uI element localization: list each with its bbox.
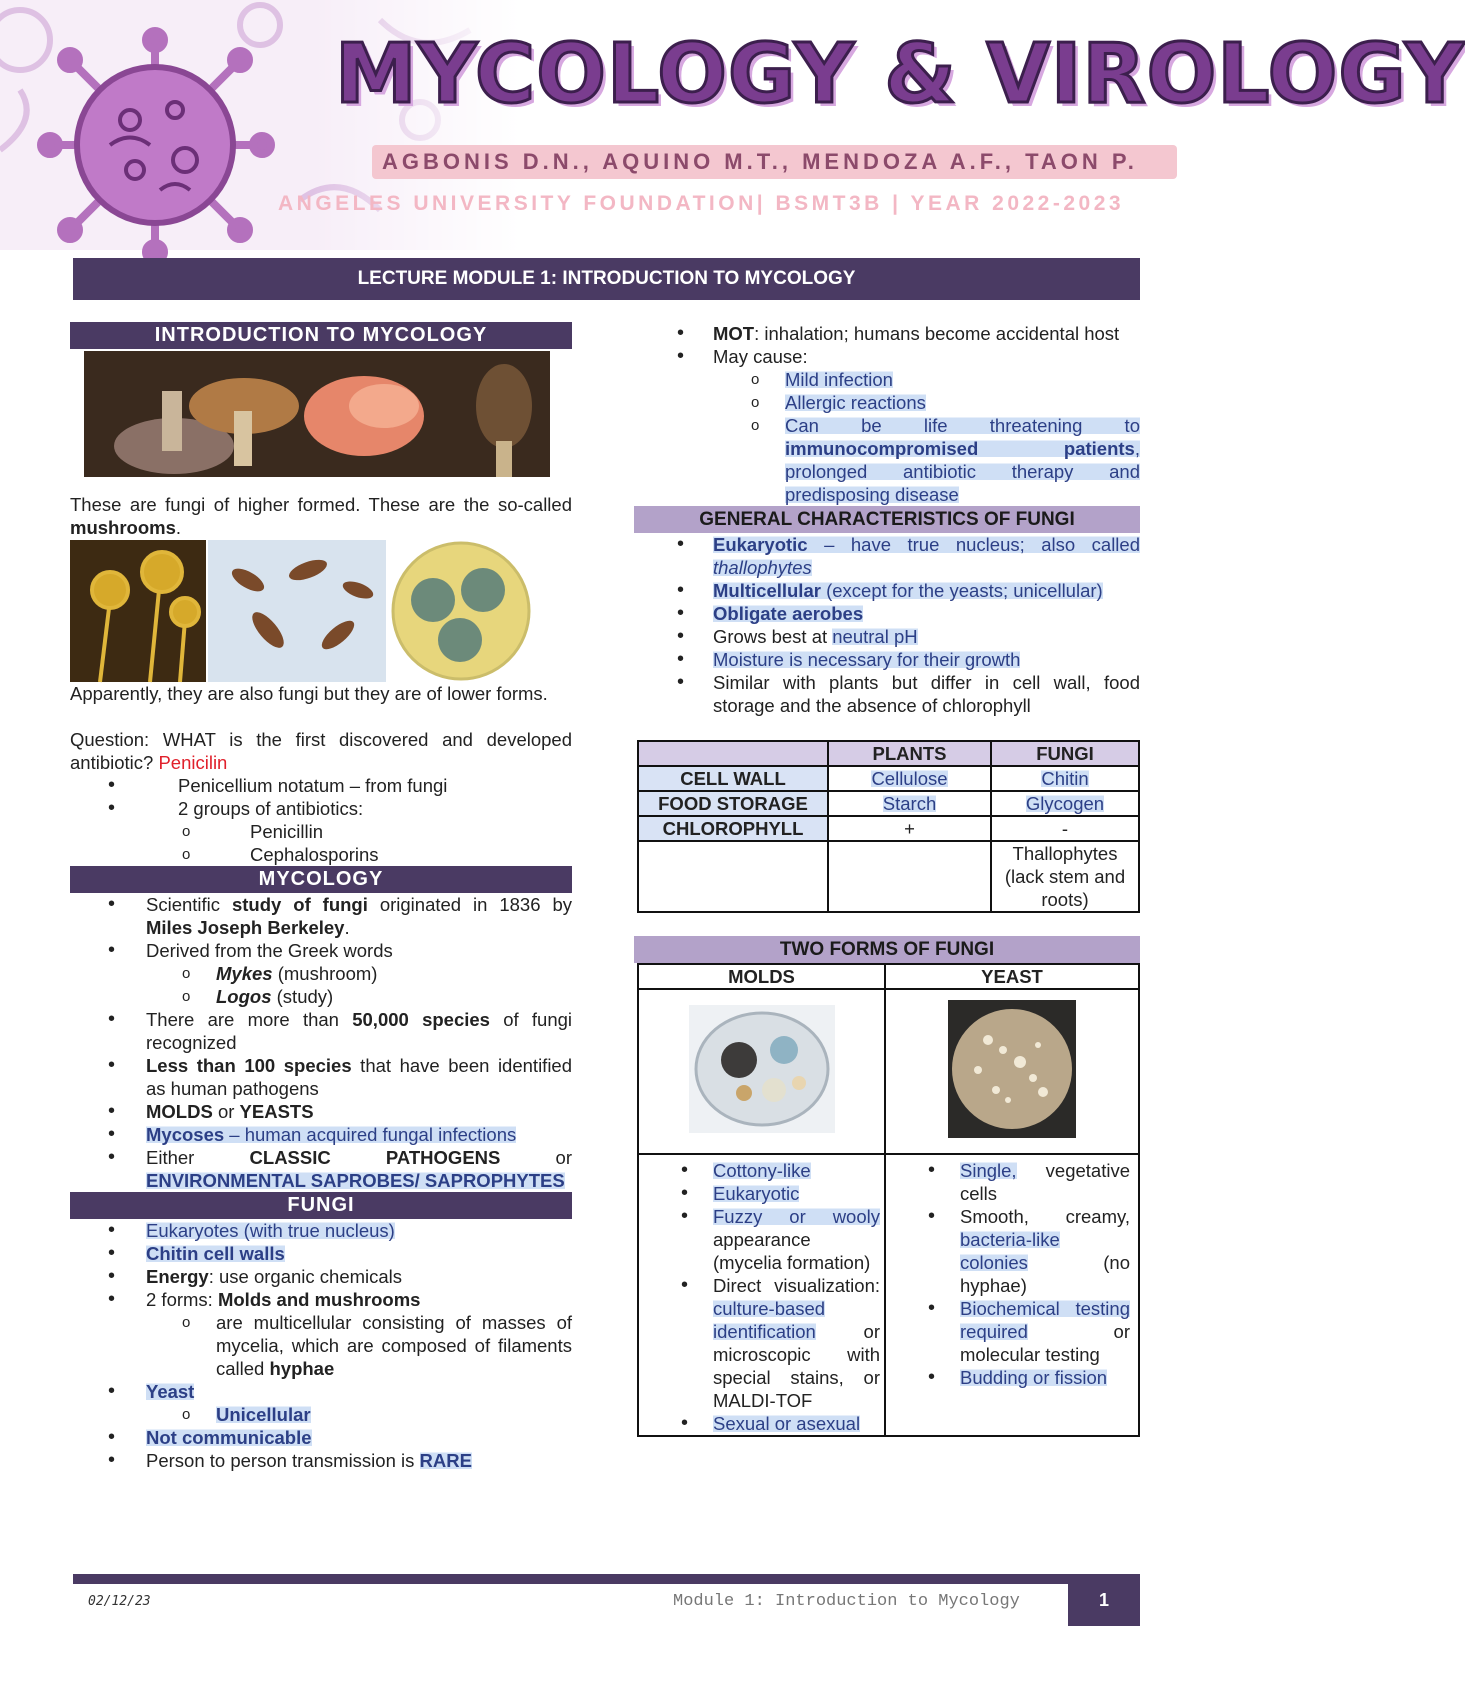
table-cell <box>885 1154 1139 1436</box>
transmission-list <box>637 322 1140 506</box>
table-header-row <box>638 964 1139 989</box>
table-cell <box>828 841 991 912</box>
virus-icon <box>40 30 270 260</box>
list-item: • Fuzzy or wooly appearance (mycelia formation) <box>639 1205 880 1274</box>
list-item: • MOLDS or YEASTS <box>70 1100 572 1123</box>
list-item: • Penicellium notatum – from fungi <box>70 774 572 797</box>
fungi-list <box>70 1219 572 1472</box>
table-cell <box>638 989 885 1154</box>
table-cell <box>638 1154 885 1436</box>
section-heading-introduction: INTRODUCTION TO MYCOLOGY <box>70 322 572 349</box>
table-header-cell: PLANTS <box>828 741 991 766</box>
school-line: ANGELES UNIVERSITY FOUNDATION| BSMT3B | YEAR 2022-2023 <box>278 192 1125 215</box>
table-row <box>638 766 1139 791</box>
table-cell: Starch <box>828 791 991 816</box>
list-item: o Allergic reactions <box>637 391 1140 414</box>
list-item: • Budding or fission <box>886 1366 1130 1389</box>
table-cell <box>885 989 1139 1154</box>
list-item: • Single, vegetative cells <box>886 1159 1130 1205</box>
list-item: • Direct visualization: culture-based identification or microscopic with special stains, or MALDI-TOF <box>639 1274 880 1412</box>
table-cell: FOOD STORAGE <box>638 791 828 816</box>
list-item: • Scientific study of fungi originated in 1836 by Miles Joseph Berkeley. <box>70 893 572 939</box>
authors-line: AGBONIS D.N., AQUINO M.T., MENDOZA A.F., TAON P. <box>372 145 1177 179</box>
question-answer: Penicilin <box>158 752 228 773</box>
page-number: 1 <box>1068 1574 1140 1626</box>
molds-image-strip <box>70 540 572 682</box>
section-heading-general-characteristics: GENERAL CHARACTERISTICS OF FUNGI <box>634 506 1140 533</box>
footer-module-title: Module 1: Introduction to Mycology <box>673 1592 1020 1611</box>
list-item: • MOT: inhalation; humans become accidental host <box>637 322 1140 345</box>
table-header-cell: MOLDS <box>638 964 885 989</box>
table-header-row <box>638 741 1139 766</box>
list-item: • Less than 100 species that have been identified as human pathogens <box>70 1054 572 1100</box>
list-item: • Biochemical testing required or molecular testing <box>886 1297 1130 1366</box>
table-cell: Glycogen <box>991 791 1139 816</box>
table-row <box>638 791 1139 816</box>
list-item: • Energy: use organic chemicals <box>70 1265 572 1288</box>
list-item: • Not communicable <box>70 1426 572 1449</box>
table-cell <box>638 841 828 912</box>
list-item: • Cottony-like <box>639 1159 880 1182</box>
section-heading-two-forms: TWO FORMS OF FUNGI <box>634 936 1140 963</box>
table-cell: - <box>991 816 1139 841</box>
document-title: MYCOLOGY & VIROLOGY <box>335 27 1465 122</box>
list-item: • Moisture is necessary for their growth <box>637 648 1140 671</box>
lecture-banner: LECTURE MODULE 1: INTRODUCTION TO MYCOLOGY <box>73 258 1140 300</box>
list-item: • Eukaryotic – have true nucleus; also called thallophytes <box>637 533 1140 579</box>
list-item: o Penicillin <box>70 820 572 843</box>
list-item: o Mykes (mushroom) <box>70 962 572 985</box>
list-item: • Smooth, creamy, bacteria-like colonies (no hyphae) <box>886 1205 1130 1297</box>
table-cell: Cellulose <box>828 766 991 791</box>
list-item: • Chitin cell walls <box>70 1242 572 1265</box>
list-item: o Can be life threatening to immunocompromised patients, prolonged antibiotic therapy and predisposing disease <box>637 414 1140 506</box>
spores-microscopy-image <box>208 540 386 682</box>
table-cell: Thallophytes (lack stem and roots) <box>991 841 1139 912</box>
table-row <box>638 1154 1139 1436</box>
right-column <box>637 322 1140 1437</box>
list-item: • Obligate aerobes <box>637 602 1140 625</box>
petri-dish-colonies-image <box>388 540 534 682</box>
list-item: • Person to person transmission is RARE <box>70 1449 572 1472</box>
footer-date: 02/12/23 <box>88 1594 151 1609</box>
list-item: o are multicellular consisting of masses of mycelia, which are composed of filaments called hyphae <box>70 1311 572 1380</box>
mycology-list <box>70 893 572 1192</box>
plants-vs-fungi-table <box>637 740 1140 913</box>
yeast-list <box>886 1159 1130 1389</box>
table-row <box>638 816 1139 841</box>
section-heading-fungi: FUNGI <box>70 1192 572 1219</box>
list-item: • Similar with plants but differ in cell wall, food storage and the absence of chlorophyll <box>637 671 1140 717</box>
table-cell: + <box>828 816 991 841</box>
list-item: • 2 groups of antibiotics: <box>70 797 572 820</box>
table-row <box>638 841 1139 912</box>
list-item: • Eukaryotes (with true nucleus) <box>70 1219 572 1242</box>
list-item: • May cause: <box>637 345 1140 368</box>
list-item: • Derived from the Greek words <box>70 939 572 962</box>
list-item: o Logos (study) <box>70 985 572 1008</box>
mold-petri-dish-image <box>689 1005 835 1133</box>
list-item: • Yeast <box>70 1380 572 1403</box>
list-item: o Unicellular <box>70 1403 572 1426</box>
footer-bar <box>73 1574 1068 1584</box>
list-item: o Cephalosporins <box>70 843 572 866</box>
mushroom-description: These are fungi of higher formed. These are the so-called mushrooms. <box>70 494 572 538</box>
table-header-cell: FUNGI <box>991 741 1139 766</box>
characteristics-list <box>637 533 1140 717</box>
yeast-petri-dish-image <box>948 1000 1076 1138</box>
molds-list <box>639 1159 880 1435</box>
left-column <box>70 322 572 1472</box>
list-item: • Eukaryotic <box>639 1182 880 1205</box>
page-header <box>0 0 1465 250</box>
list-item: • There are more than 50,000 species of fungi recognized <box>70 1008 572 1054</box>
list-item: • Mycoses – human acquired fungal infections <box>70 1123 572 1146</box>
lower-fungi-description: Apparently, they are also fungi but they are of lower forms. <box>70 683 548 704</box>
mushrooms-image <box>84 351 550 477</box>
list-item: • Grows best at neutral pH <box>637 625 1140 648</box>
section-heading-mycology: MYCOLOGY <box>70 866 572 893</box>
antibiotic-list <box>70 774 572 866</box>
list-item: • 2 forms: Molds and mushrooms <box>70 1288 572 1311</box>
list-item: • Multicellular (except for the yeasts; unicellular) <box>637 579 1140 602</box>
two-forms-table <box>637 963 1140 1437</box>
table-header-cell <box>638 741 828 766</box>
table-header-cell: YEAST <box>885 964 1139 989</box>
table-cell: CHLOROPHYLL <box>638 816 828 841</box>
antibiotic-question: Question: WHAT is the first discovered and developed antibiotic? Penicilin <box>70 729 572 773</box>
table-cell: Chitin <box>991 766 1139 791</box>
list-item: o Mild infection <box>637 368 1140 391</box>
list-item: • Sexual or asexual <box>639 1412 880 1435</box>
list-item: • Either CLASSIC PATHOGENS or ENVIRONMENTAL SAPROBES/ SAPROPHYTES <box>70 1146 572 1192</box>
aspergillus-image <box>70 540 206 682</box>
table-row <box>638 989 1139 1154</box>
table-cell: CELL WALL <box>638 766 828 791</box>
